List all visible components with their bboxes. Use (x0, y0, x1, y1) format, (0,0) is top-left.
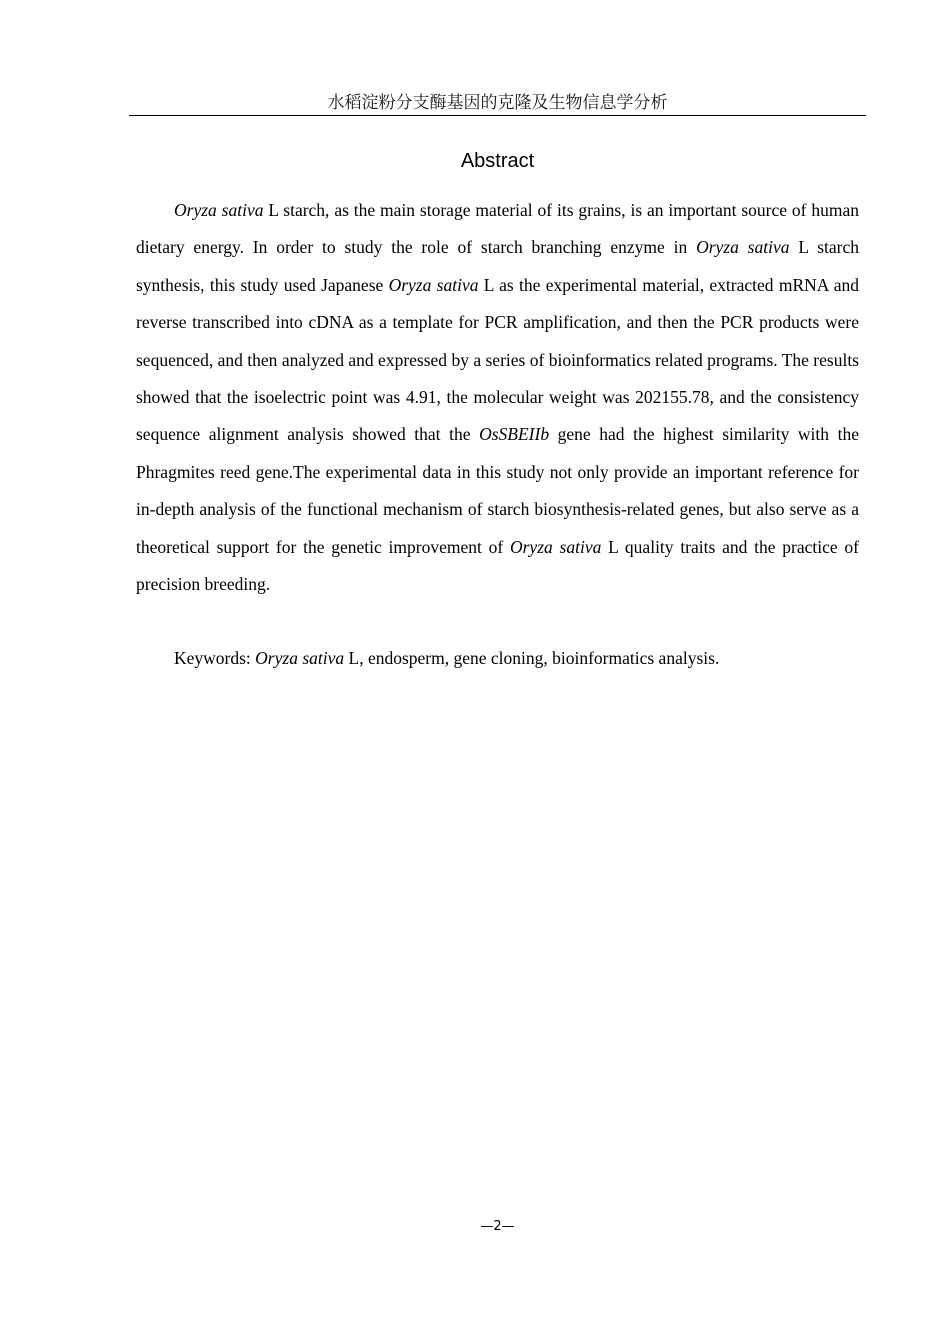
running-header-title: 水稻淀粉分支酶基因的克隆及生物信息学分析 (327, 93, 668, 113)
gene-name: OsSBEIIb (479, 424, 550, 445)
species-name: Oryza sativa (388, 274, 479, 295)
paragraph-text: L starch, as the main storage material of its grains, is an important source of human dietary energy. In order to study the role of starch branching enzyme in (136, 200, 859, 258)
paragraph-text: L quality traits and the practice of precision breeding. (136, 536, 860, 595)
paragraph-text: L as the experimental material, extracted mRNA and reverse transcribed into cDNA as a template for PCR amplification, and then the PCR products were sequenced, and then analyzed and expressed by a series of bioinformatics related programs. The results showed that the isoelectric point was 4.91, the molecular weight was 202155.78, and the consistency sequence alignment analysis showed that the (136, 274, 860, 445)
abstract-heading: Abstract (460, 150, 535, 172)
species-name: Oryza sativa (696, 237, 790, 258)
keywords-line (136, 640, 859, 677)
page-number: —2— (480, 1219, 515, 1234)
paragraph-text: L starch synthesis, this study used Japanese (136, 237, 859, 295)
species-name: Oryza sativa (174, 200, 264, 220)
header-rule (129, 115, 866, 116)
species-name: Oryza sativa (255, 648, 345, 668)
paragraph-text: gene had the highest similarity with the Phragmites reed gene.The experimental data in this study not only provide an important reference for in-depth analysis of the functional mechanism of starch biosynthesis-related genes, but also serve as a theoretical support for the genetic improvement of (136, 424, 859, 557)
keywords-list: L, endosperm, gene cloning, bioinformatics analysis. (344, 648, 720, 668)
species-name: Oryza sativa (509, 536, 602, 557)
keywords-label: Keywords: (174, 648, 256, 668)
abstract-paragraph (136, 192, 859, 603)
